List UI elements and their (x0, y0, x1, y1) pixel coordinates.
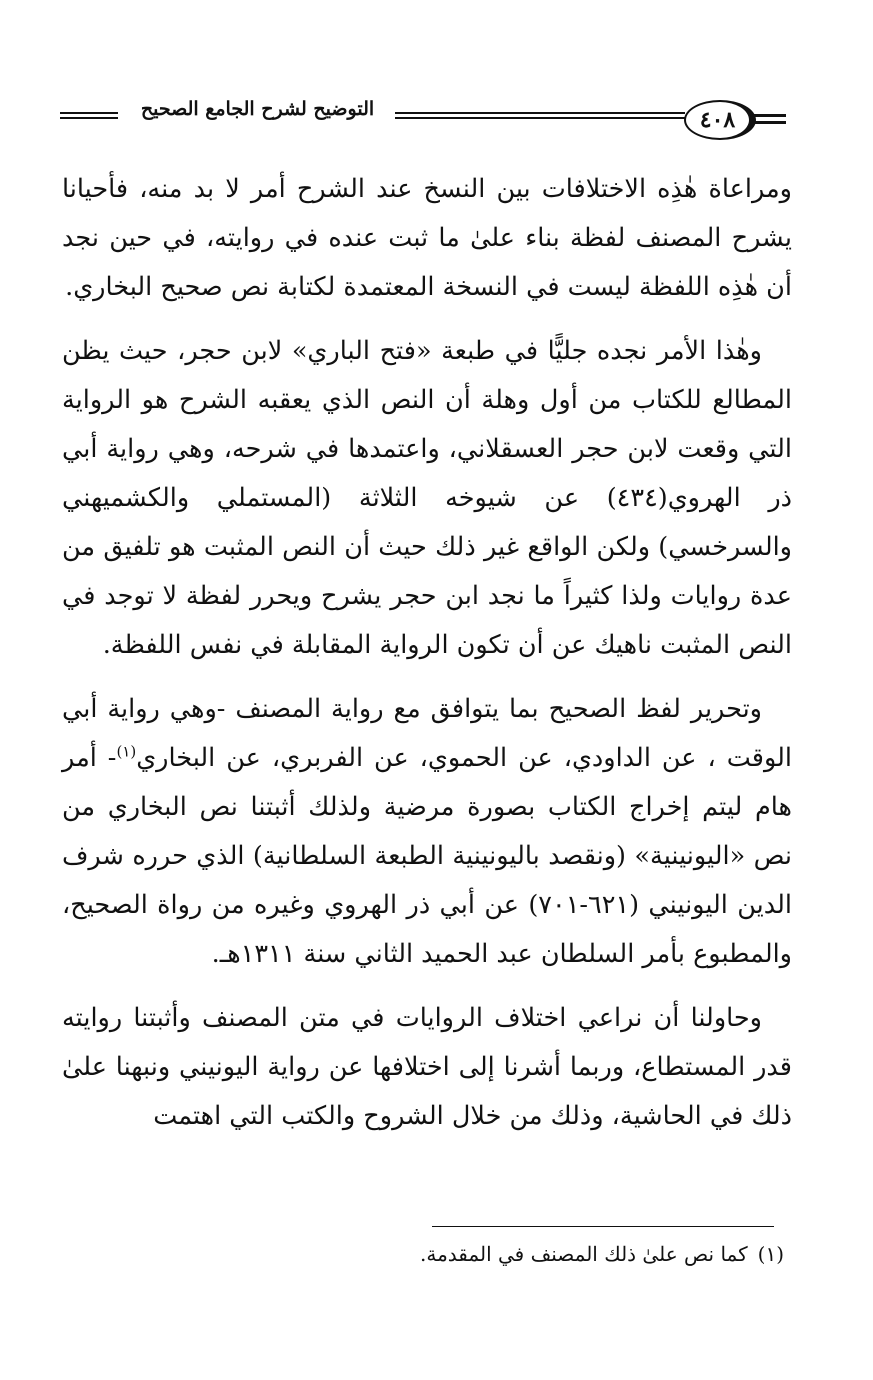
main-text (62, 165, 792, 1156)
paragraph-4: وحاولنا أن نراعي اختلاف الروايات في متن المصنف وأثبتنا روايته قدر المستطاع، وربما أشرنا إلى اختلافها عن رواية اليونيني ونبهنا علىٰ ذلك في الحاشية، وذلك من خلال الشروح والكتب التي اهتمت (62, 1003, 792, 1131)
paragraph-3-part-2: - أمر هام ليتم إخراج الكتاب بصورة مرضية ولذلك أثبتنا نص البخاري من نص «اليونينية» (ونقصد باليونينية الطبعة السلطانية) الذي حرره شرف الدين اليونيني (٦٢١-٧٠١) عن أبي ذر الهروي وغيره من رواة الصحيح، والمطبوع بأمر السلطان عبد الحميد الثاني سنة ١٣١١هـ. (62, 743, 792, 969)
paragraph-1: ومراعاة هٰذِه الاختلافات بين النسخ عند الشرح أمر لا بد منه، فأحيانا يشرح المصنف لفظة بناء علىٰ ما ثبت عنده في روايته، في حين نجد أن هٰذِه اللفظة ليست في النسخة المعتمدة لكتابة نص صحيح البخاري. (62, 174, 792, 302)
footnote (62, 1236, 784, 1272)
paragraph-3 (62, 685, 792, 979)
paragraph-2: وهٰذا الأمر نجده جليًّا في طبعة «فتح الباري» لابن حجر، حيث يظن المطالع للكتاب من أول وهلة أن النص الذي يعقبه الشرح هو الرواية التي وقعت لابن حجر العسقلاني، واعتمدها في شرحه، وهي رواية أبي ذر الهروي(٤٣٤) عن شيوخه الثلاثة (المستملي والكشميهني والسرخسي) ولكن الواقع غير ذلك حيث أن النص المثبت هو تلفيق من عدة روايات ولذا كثيراً ما نجد ابن حجر يشرح ويحرر لفظة لا توجد في النص المثبت ناهيك عن أن تكون الرواية المقابلة في نفس اللفظة. (62, 336, 792, 660)
footnote-number: (١) (757, 1242, 784, 1266)
page-number: ٤٠٨ (684, 100, 756, 140)
running-title: التوضيح لشرح الجامع الصحيح (140, 98, 375, 120)
footnote-text: كما نص علىٰ ذلك المصنف في المقدمة. (420, 1242, 748, 1266)
header-rule-right (395, 112, 685, 119)
paragraph-3-part-1: وتحرير لفظ الصحيح بما يتوافق مع رواية المصنف -وهي رواية أبي الوقت ، عن الداودي، عن الحموي، عن الفربري، عن البخاري (62, 694, 793, 773)
footnote-reference: (١) (116, 742, 137, 761)
page-number-tail (754, 114, 786, 124)
footnote-separator (432, 1226, 774, 1227)
page-number-badge (672, 100, 772, 144)
page-header (60, 92, 790, 162)
header-rule-left (60, 112, 118, 119)
